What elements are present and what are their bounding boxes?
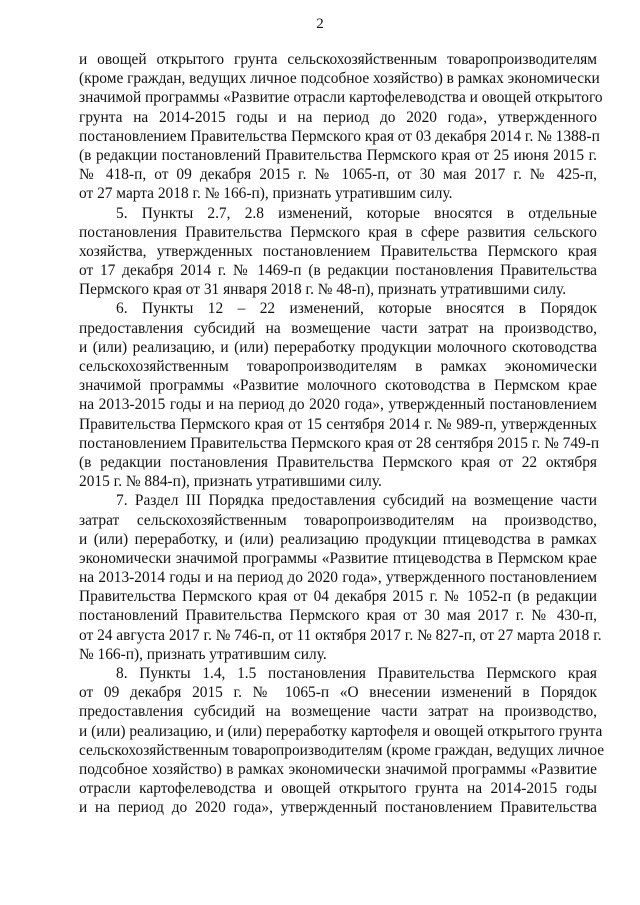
text-line: значимой программы «Развитие молочного скотоводства в Пермском крае	[79, 377, 597, 395]
text-line: подсобное хозяйство) в рамках экономически значимой программы «Развитие	[79, 760, 597, 778]
paragraph	[79, 664, 605, 818]
text-line: предоставления субсидий на возмещение части затрат на производство,	[79, 703, 597, 721]
text-line: от 09 декабря 2015 г. № 1065-п «О внесении изменений в Порядок	[79, 684, 597, 702]
document-body	[79, 50, 605, 818]
paragraph	[79, 204, 597, 300]
text-line: Правительства Пермского края от 04 декабря 2015 г. № 1052-п (в редакции	[79, 588, 597, 606]
text-line: предоставления субсидий на возмещение части затрат на производство,	[79, 319, 597, 337]
text-line: постановлением Правительства Пермского края от 28 сентября 2015 г. № 749-п	[79, 434, 600, 452]
text-line: хозяйства, утвержденных постановлением Правительства Пермского края	[79, 242, 597, 260]
text-line: (в редакции постановления Правительства Пермского края от 22 октября	[79, 453, 597, 471]
text-line: (кроме граждан, ведущих личное подсобное хозяйство) в рамках экономически	[79, 70, 600, 88]
text-line: от 17 декабря 2014 г. № 1469-п (в редакции постановления Правительства	[79, 262, 597, 280]
text-line: 2015 г. № 884-п), признать утратившими силу.	[79, 473, 382, 491]
paragraph	[79, 491, 602, 664]
text-line: на 2013-2014 годы и на период до 2020 года», утвержденного постановлением	[79, 569, 597, 587]
text-line: постановлением Правительства Пермского края от 03 декабря 2014 г. № 1388-п	[79, 127, 600, 145]
text-line: и овощей открытого грунта сельскохозяйственным товаропроизводителям	[79, 51, 597, 68]
text-line: Пермского края от 31 января 2018 г. № 48-п), признать утратившими силу.	[79, 281, 567, 299]
text-line: 6. Пункты 12 – 22 изменений, которые вносятся в Порядок	[116, 300, 597, 318]
text-line: на 2013-2015 годы и на период до 2020 года», утвержденный постановлением	[79, 396, 597, 414]
text-line: постановления Правительства Пермского края в сфере развития сельского	[79, 223, 597, 241]
text-line: и (или) реализацию, и (или) переработку продукции молочного скотоводства	[79, 338, 597, 356]
text-line: и (или) переработку, и (или) реализацию продукции птицеводства в рамках	[79, 530, 597, 548]
text-line: 8. Пункты 1.4, 1.5 постановления Правительства Пермского края	[116, 665, 597, 682]
text-line: сельскохозяйственным товаропроизводителям в рамках экономически	[79, 358, 597, 375]
page-number: 2	[316, 16, 324, 32]
text-line: отрасли картофелеводства и овощей открытого грунта на 2014-2015 годы	[79, 780, 597, 798]
text-line: сельскохозяйственным товаропроизводителям (кроме граждан, ведущих личное	[79, 741, 605, 759]
text-line: экономически значимой программы «Развитие птицеводства в Пермском крае	[79, 549, 597, 567]
text-line: грунта на 2014-2015 годы и на период до 2020 года», утвержденного	[79, 108, 597, 126]
paragraph	[79, 299, 600, 491]
text-line: от 27 марта 2018 г. № 166-п), признать утратившим силу.	[79, 185, 453, 203]
text-line: Правительства Пермского края от 15 сентября 2014 г. № 989-п, утвержденных	[79, 415, 597, 433]
text-line: и (или) реализацию, и (или) переработку картофеля и овощей открытого грунта	[79, 722, 603, 740]
text-line: № 418-п, от 09 декабря 2015 г. № 1065-п, от 30 мая 2017 г. № 425-п,	[79, 166, 597, 184]
text-line: 7. Раздел III Порядка предоставления субсидий на возмещение части	[116, 492, 597, 510]
text-line: (в редакции постановлений Правительства Пермского края от 25 июня 2015 г.	[79, 146, 597, 164]
paragraph	[79, 50, 603, 204]
text-line: и на период до 2020 года», утвержденный постановлением Правительства	[79, 799, 597, 817]
text-line: от 24 августа 2017 г. № 746-п, от 11 октября 2017 г. № 827-п, от 27 марта 2018 г.	[79, 626, 602, 644]
text-line: № 166-п), признать утратившим силу.	[79, 645, 327, 663]
text-line: постановлений Правительства Пермского края от 30 мая 2017 г. № 430-п,	[79, 607, 597, 625]
text-line: значимой программы «Развитие отрасли картофелеводства и овощей открытого	[79, 89, 603, 107]
text-line: 5. Пункты 2.7, 2.8 изменений, которые вносятся в отдельные	[116, 204, 597, 222]
text-line: затрат сельскохозяйственным товаропроизводителям на производство,	[79, 511, 597, 529]
